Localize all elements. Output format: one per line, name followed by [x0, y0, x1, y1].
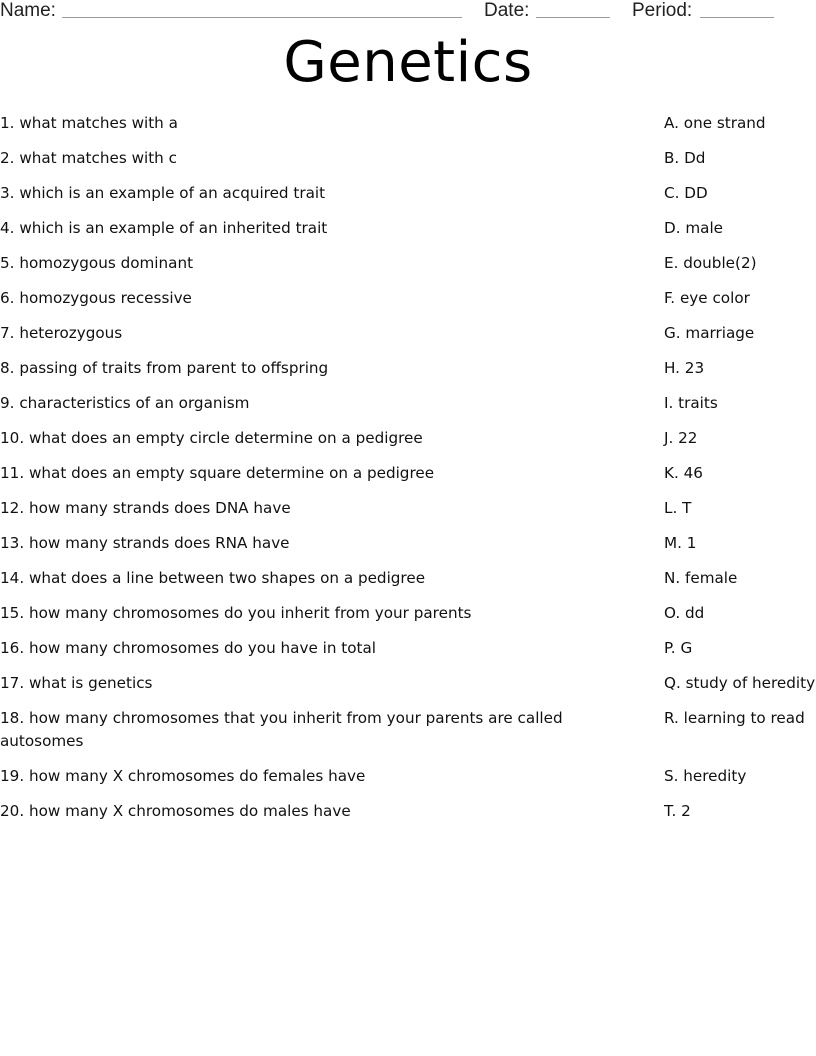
answer-option: T. 2 — [664, 802, 691, 820]
question-text: 18. how many chromosomes that you inherit from your parents are called autosomes — [0, 709, 563, 750]
match-row — [0, 392, 816, 415]
match-row — [0, 800, 816, 823]
answer-option: B. Dd — [664, 149, 706, 167]
answer-option: J. 22 — [664, 429, 698, 447]
question-text: 6. homozygous recessive — [0, 289, 192, 307]
name-label: Name: — [0, 0, 56, 21]
period-label: Period: — [632, 0, 693, 21]
page-title: Genetics — [283, 30, 533, 95]
matching-list — [0, 112, 816, 835]
answer-option: C. DD — [664, 184, 708, 202]
question-text: 9. characteristics of an organism — [0, 394, 250, 412]
question-text: 4. which is an example of an inherited trait — [0, 219, 328, 237]
answer-option: A. one strand — [664, 114, 766, 132]
match-row — [0, 287, 816, 310]
match-row — [0, 322, 816, 345]
date-label: Date: — [484, 0, 530, 21]
question-text: 5. homozygous dominant — [0, 254, 194, 272]
question-text: 20. how many X chromosomes do males have — [0, 802, 351, 820]
answer-option: S. heredity — [664, 767, 747, 785]
match-row — [0, 112, 816, 135]
question-text: 14. what does a line between two shapes on a pedigree — [0, 569, 426, 587]
match-row — [0, 217, 816, 240]
question-text: 3. which is an example of an acquired trait — [0, 184, 326, 202]
match-row — [0, 532, 816, 555]
answer-option: P. G — [664, 639, 693, 657]
match-row — [0, 462, 816, 485]
answer-option: L. T — [664, 499, 692, 517]
match-row — [0, 182, 816, 205]
answer-option: K. 46 — [664, 464, 703, 482]
answer-option: E. double(2) — [664, 254, 757, 272]
match-row — [0, 637, 816, 660]
match-row — [0, 252, 816, 275]
answer-option: H. 23 — [664, 359, 705, 377]
question-text: 1. what matches with a — [0, 114, 178, 132]
question-text: 16. how many chromosomes do you have in total — [0, 639, 377, 657]
answer-option: F. eye color — [664, 289, 750, 307]
answer-option: D. male — [664, 219, 724, 237]
question-text: 10. what does an empty circle determine on a pedigree — [0, 429, 423, 447]
answer-option: G. marriage — [664, 324, 755, 342]
match-row — [0, 602, 816, 625]
match-row — [0, 427, 816, 450]
date-blank-line[interactable] — [536, 17, 610, 18]
name-blank-line[interactable] — [62, 17, 462, 18]
answer-option: Q. study of heredity — [664, 674, 816, 692]
match-row — [0, 672, 816, 695]
question-text: 15. how many chromosomes do you inherit from your parents — [0, 604, 472, 622]
match-row — [0, 497, 816, 520]
question-text: 12. how many strands does DNA have — [0, 499, 291, 517]
worksheet-header — [0, 0, 816, 24]
answer-option: I. traits — [664, 394, 718, 412]
answer-option: O. dd — [664, 604, 705, 622]
answer-option: N. female — [664, 569, 738, 587]
match-row — [0, 357, 816, 380]
question-text: 19. how many X chromosomes do females have — [0, 767, 366, 785]
match-row — [0, 707, 816, 753]
answer-option: M. 1 — [664, 534, 697, 552]
question-text: 7. heterozygous — [0, 324, 123, 342]
question-text: 8. passing of traits from parent to offspring — [0, 359, 329, 377]
match-row — [0, 567, 816, 590]
answer-option: R. learning to read — [664, 709, 805, 727]
match-row — [0, 765, 816, 788]
question-text: 17. what is genetics — [0, 674, 153, 692]
match-row — [0, 147, 816, 170]
period-blank-line[interactable] — [700, 17, 774, 18]
question-text: 2. what matches with c — [0, 149, 177, 167]
question-text: 13. how many strands does RNA have — [0, 534, 290, 552]
question-text: 11. what does an empty square determine on a pedigree — [0, 464, 435, 482]
